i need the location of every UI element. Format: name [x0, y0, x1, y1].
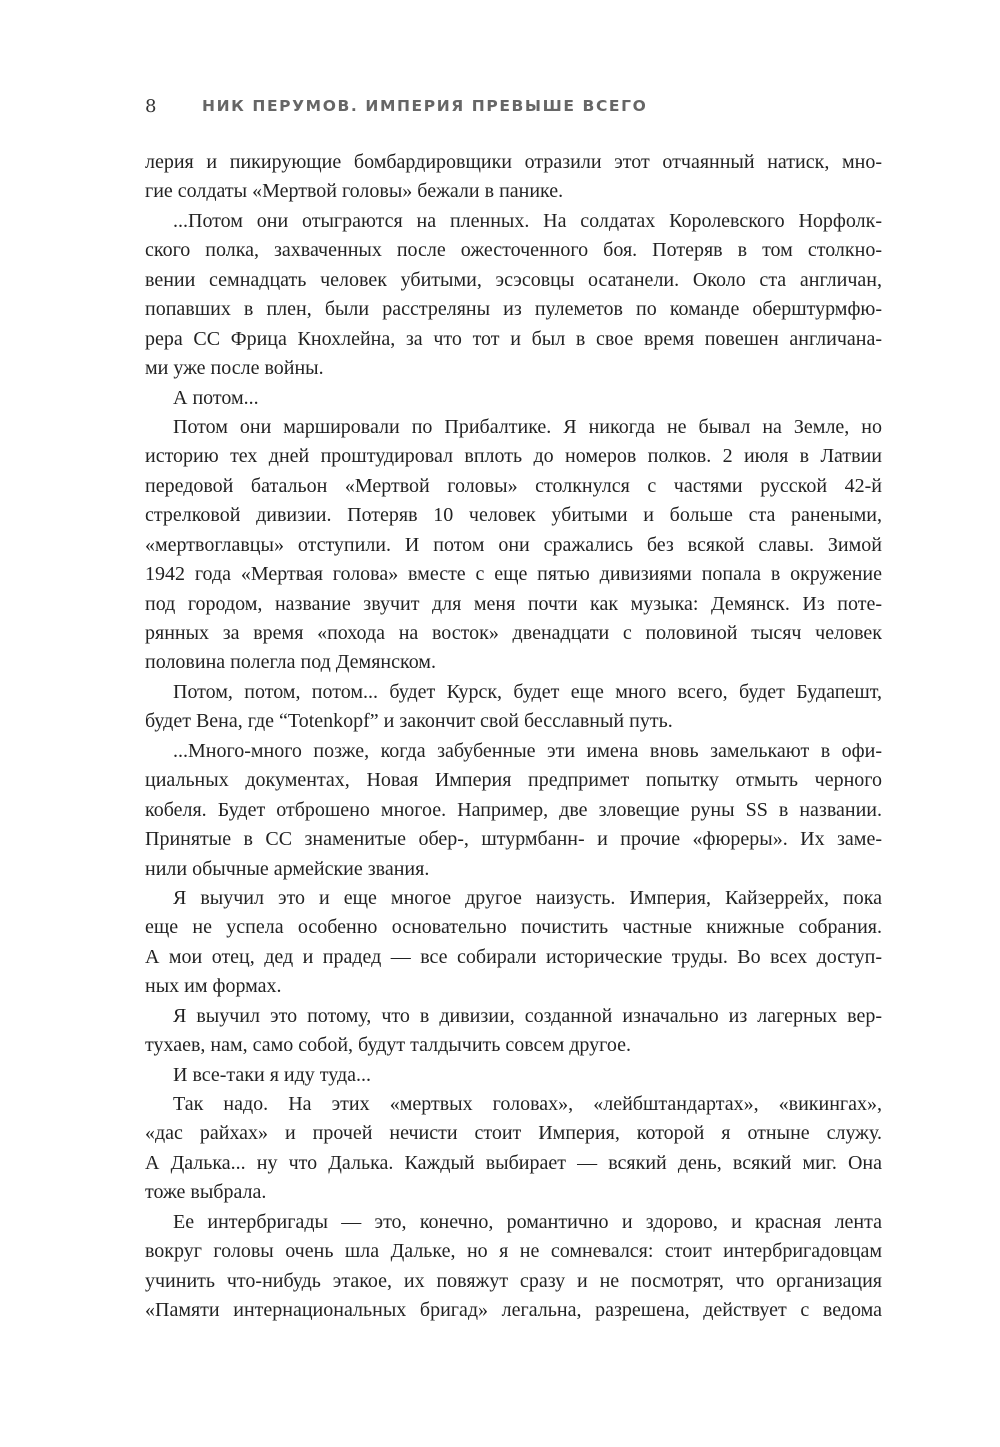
text-line: Я выучил это потому, что в дивизии, созданной изначально из лагерных вер-: [173, 1004, 882, 1027]
text-line: нили обычные армейские звания.: [145, 857, 430, 880]
paragraph: [145, 884, 882, 1002]
text-line: «Памяти интернациональных бригад» легальна, разрешена, действует с ведома: [145, 1299, 882, 1322]
text-line: стрелковой дивизии. Потеряв 10 человек убитыми и больше ста ранеными,: [145, 504, 882, 527]
text-line: лерия и пикирующие бомбардировщики отразили этот отчаянный натиск, мно-: [145, 151, 882, 173]
text-line: А мои отец, дед и прадед — все собирали исторические труды. Во всех доступ-: [145, 945, 882, 968]
text-line: И все-таки я иду туда...: [173, 1063, 372, 1086]
text-line: вокруг головы очень шла Дальке, но я не сомневался: стоит интербригадовцам: [145, 1240, 882, 1263]
text-line: «мертвоглавцы» отступили. И потом они сражались без всякой славы. Зимой: [145, 533, 882, 556]
paragraph: [145, 1208, 882, 1326]
text-line: рянных за время «похода на восток» двенадцати с половиной тысяч человек: [145, 622, 882, 644]
paragraph: [145, 413, 882, 678]
text-line: попавших в плен, были расстреляны из пулеметов по команде оберштурмфю-: [145, 298, 882, 321]
text-line: вении семнадцать человек убитыми, эсэсовцы осатанели. Около ста англичан,: [145, 268, 882, 291]
text-line: учинить что-нибудь этакое, их повяжут сразу и не посмотрят, что организация: [145, 1269, 882, 1292]
text-line: передовой батальон «Мертвой головы» столкнулся с частями русской 42-й: [145, 474, 882, 497]
text-line: ского полка, захваченных после ожесточенного боя. Потеряв в том столкно-: [145, 239, 882, 262]
text-line: «дас райхах» и прочей нечисти стоит Империя, которой я отныне служу.: [145, 1122, 882, 1145]
text-line: Потом, потом, потом... будет Курск, будет еще много всего, будет Будапешт,: [173, 680, 882, 703]
text-line: ных им формах.: [145, 975, 282, 998]
page-body-text: [145, 148, 882, 1326]
text-line: циальных документах, Новая Империя предпримет попытку отмыть черного: [145, 769, 882, 792]
text-line: гие солдаты «Мертвой головы» бежали в панике.: [145, 180, 564, 203]
text-line: А потом...: [173, 386, 259, 409]
text-line: под городом, название звучит для меня почти как музыка: Демянск. Из поте-: [145, 592, 882, 615]
text-line: еще не успела особенно основательно почистить частные книжные собрания.: [145, 916, 882, 939]
page-number: 8: [145, 96, 157, 117]
running-title: НИК ПЕРУМОВ. ИМПЕРИЯ ПРЕВЫШЕ ВСЕГО: [202, 97, 648, 115]
text-line: Потом они маршировали по Прибалтике. Я никогда не бывал на Земле, но: [173, 415, 882, 438]
text-line: будет Вена, где “Totenkopf” и закончит свой бесславный путь.: [145, 710, 673, 733]
paragraph: [145, 1002, 882, 1061]
paragraph: [145, 207, 882, 384]
text-line: 1942 года «Мертвая голова» вместе с еще пятью дивизиями попала в окружение: [145, 563, 882, 586]
paragraph: [145, 384, 882, 413]
text-line: Я выучил это и еще многое другое наизусть. Империя, Кайзеррейх, пока: [173, 886, 882, 909]
text-line: ми уже после войны.: [145, 357, 324, 380]
text-line: Ее интербригады — это, конечно, романтично и здорово, и красная лента: [173, 1210, 882, 1233]
text-line: Так надо. На этих «мертвых головах», «лейбштандартах», «викингах»,: [173, 1093, 882, 1115]
running-header: [145, 96, 885, 122]
text-line: историю тех дней проштудировал вплоть до номеров полков. 2 июля в Латвии: [145, 445, 882, 468]
text-line: тухаев, нам, само собой, будут талдычить совсем другое.: [145, 1034, 631, 1057]
paragraph: [145, 148, 882, 207]
paragraph: [145, 1090, 882, 1208]
text-line: тоже выбрала.: [145, 1181, 267, 1204]
paragraph: [145, 737, 882, 884]
text-line: ...Много-много позже, когда забубенные эти имена вновь замелькают в офи-: [173, 739, 882, 762]
paragraph: [145, 1061, 882, 1090]
text-line: кобеля. Будет отброшено многое. Например, две зловещие руны SS в названии.: [145, 798, 882, 821]
text-line: рера СС Фрица Кнохлейна, за что тот и был в свое время повешен англичана-: [145, 327, 882, 350]
text-line: Принятые в СС знаменитые обер-, штурмбанн- и прочие «фюреры». Их заме-: [145, 828, 882, 851]
text-line: ...Потом они отыграются на пленных. На солдатах Королевского Норфолк-: [173, 209, 882, 232]
text-line: А Далька... ну что Далька. Каждый выбирает — всякий день, всякий миг. Она: [145, 1151, 882, 1174]
paragraph: [145, 678, 882, 737]
text-line: половина полегла под Демянском.: [145, 651, 436, 674]
